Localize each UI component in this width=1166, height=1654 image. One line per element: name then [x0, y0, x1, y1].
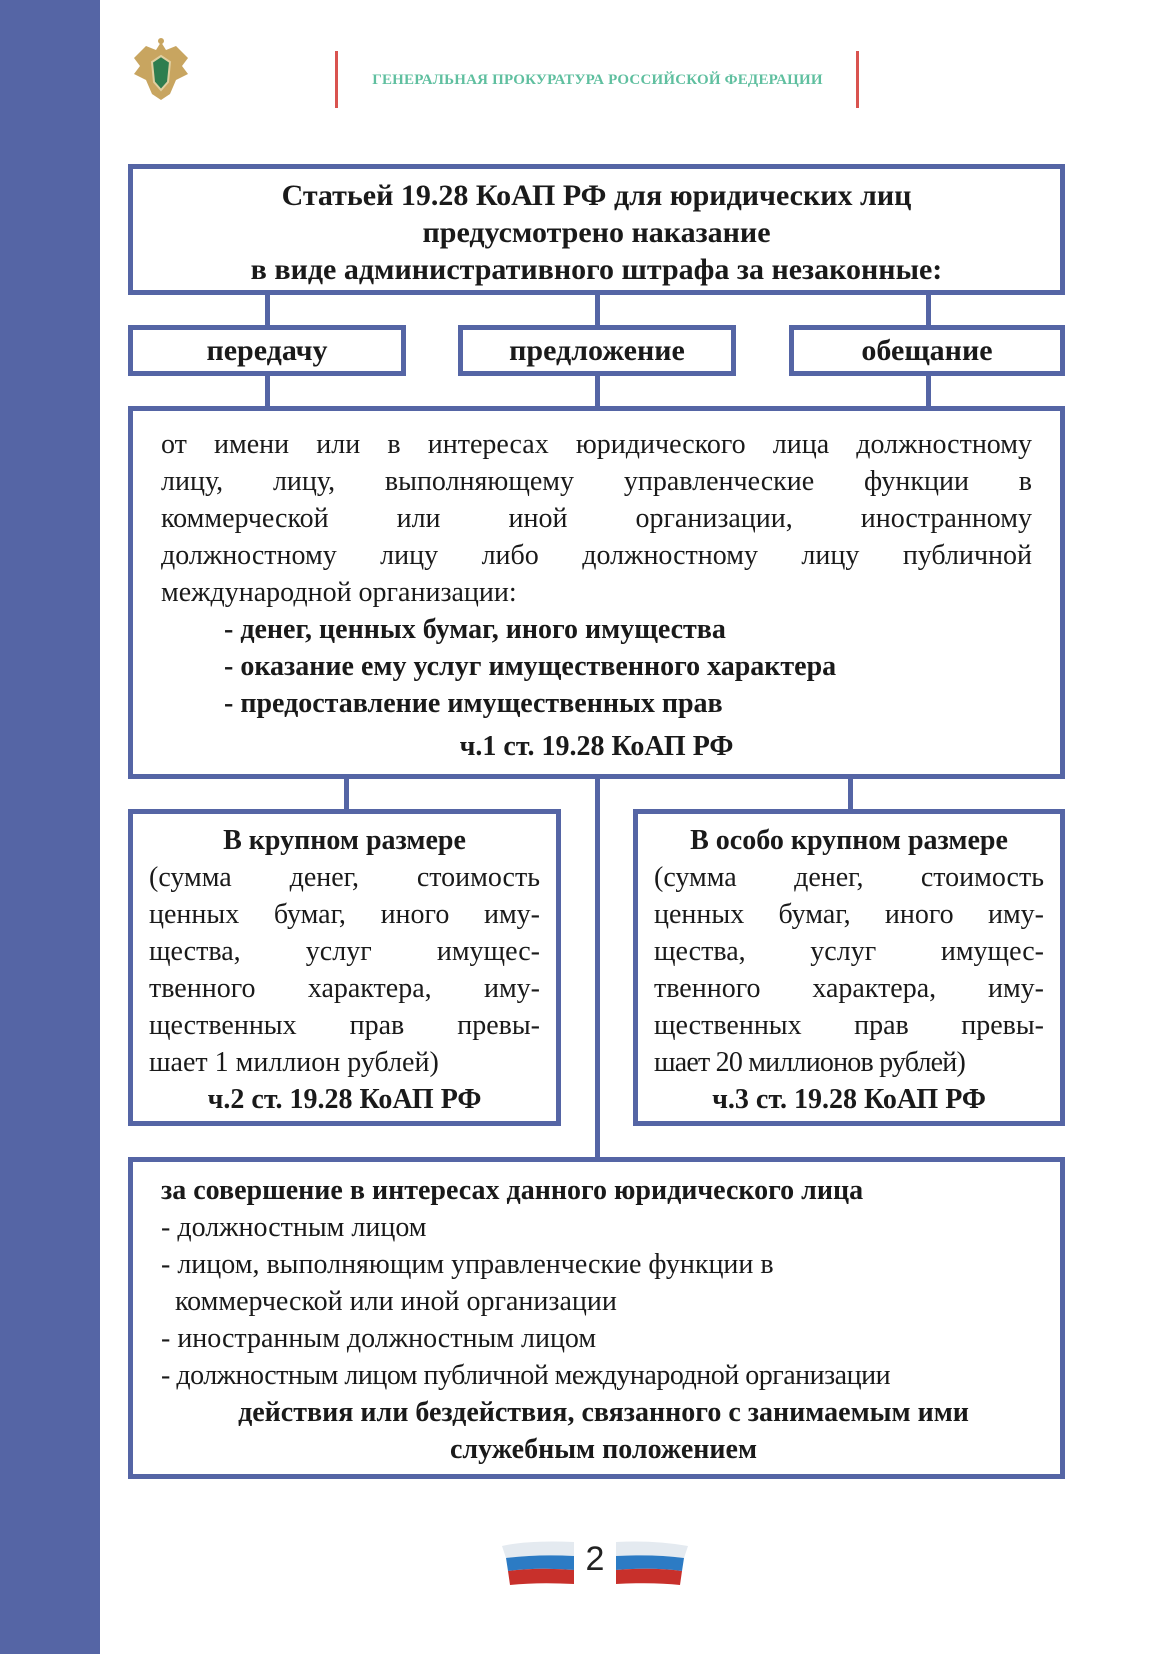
- action-transfer: передачу: [128, 325, 406, 376]
- large-line: (сумма денег, стоимость: [149, 862, 540, 893]
- bottom-item: - должностным лицом: [161, 1212, 427, 1243]
- connector: [595, 374, 600, 408]
- very-large-reference: ч.3 ст. 19.28 КоАП РФ: [712, 1084, 986, 1115]
- very-large-line: (сумма денег, стоимость: [654, 862, 1044, 893]
- large-line: ценных бумаг, иного иму-: [149, 899, 540, 930]
- bottom-heading: за совершение в интересах данного юридического лица: [161, 1175, 864, 1206]
- action-promise: обещание: [789, 325, 1065, 376]
- very-large-heading: В особо крупном размере: [690, 825, 1008, 856]
- very-large-line: щества, услуг имущес-: [654, 936, 1044, 967]
- large-line: шает 1 миллион рублей): [149, 1047, 439, 1078]
- page-number: 2: [585, 1540, 605, 1578]
- large-heading: В крупном размере: [223, 825, 466, 856]
- prosecutor-emblem-icon: [130, 36, 192, 104]
- main-item: - предоставление имущественных прав: [224, 688, 723, 719]
- action-offer: предложение: [458, 325, 736, 376]
- large-reference: ч.2 ст. 19.28 КоАП РФ: [207, 1084, 482, 1115]
- main-line: коммерческой или иной организации, иностранному: [161, 503, 1032, 534]
- bottom-item: - должностным лицом публичной международной организации: [161, 1360, 891, 1391]
- very-large-line: ценных бумаг, иного иму-: [654, 899, 1044, 930]
- bottom-item: коммерческой или иной организации: [161, 1286, 617, 1317]
- title-line: предусмотрено наказание: [422, 216, 771, 249]
- russian-flag-icon: [614, 1540, 692, 1586]
- russian-flag-icon: [498, 1540, 576, 1586]
- connector: [265, 374, 270, 408]
- large-amount-box: [128, 809, 561, 1126]
- connector: [265, 293, 270, 327]
- very-large-line: шает 20 миллионов рублей): [654, 1047, 966, 1078]
- main-item: - оказание ему услуг имущественного характера: [224, 651, 837, 682]
- large-line: щественных прав превы-: [149, 1010, 540, 1041]
- bottom-closing: действия или бездействия, связанного с занимаемым ими: [238, 1397, 969, 1428]
- main-box: [128, 406, 1065, 779]
- bottom-box: [128, 1157, 1065, 1479]
- connector: [595, 777, 600, 1159]
- connector: [926, 374, 931, 408]
- bottom-closing: служебным положением: [449, 1434, 758, 1465]
- very-large-line: твенного характера, иму-: [654, 973, 1044, 1004]
- header-divider-left: [335, 51, 338, 108]
- main-line: международной организации:: [161, 577, 517, 608]
- bottom-item: - иностранным должностным лицом: [161, 1323, 597, 1354]
- title-line: Статьей 19.28 КоАП РФ для юридических лиц: [281, 179, 912, 212]
- title-line: в виде административного штрафа за незаконные:: [250, 253, 943, 286]
- connector: [595, 293, 600, 327]
- very-large-amount-box: [633, 809, 1065, 1126]
- main-item: - денег, ценных бумаг, иного имущества: [224, 614, 726, 645]
- sidebar-stripe: [0, 0, 100, 1654]
- main-line: должностному лицу либо должностному лицу публичной: [161, 540, 1032, 571]
- connector: [344, 777, 349, 811]
- large-line: твенного характера, иму-: [149, 973, 540, 1004]
- connector: [926, 293, 931, 327]
- main-line: от имени или в интересах юридического лица должностному: [161, 429, 1032, 460]
- bottom-item: - лицом, выполняющим управленческие функции в: [161, 1249, 774, 1280]
- title-box: [128, 164, 1065, 295]
- organization-name: ГЕНЕРАЛЬНАЯ ПРОКУРАТУРА РОССИЙСКОЙ ФЕДЕРАЦИИ: [372, 72, 823, 88]
- large-line: щества, услуг имущес-: [149, 936, 540, 967]
- main-reference: ч.1 ст. 19.28 КоАП РФ: [459, 731, 734, 762]
- main-line: лицу, лицу, выполняющему управленческие функции в: [161, 466, 1032, 497]
- very-large-line: щественных прав превы-: [654, 1010, 1044, 1041]
- header-divider-right: [856, 51, 859, 108]
- connector: [848, 777, 853, 811]
